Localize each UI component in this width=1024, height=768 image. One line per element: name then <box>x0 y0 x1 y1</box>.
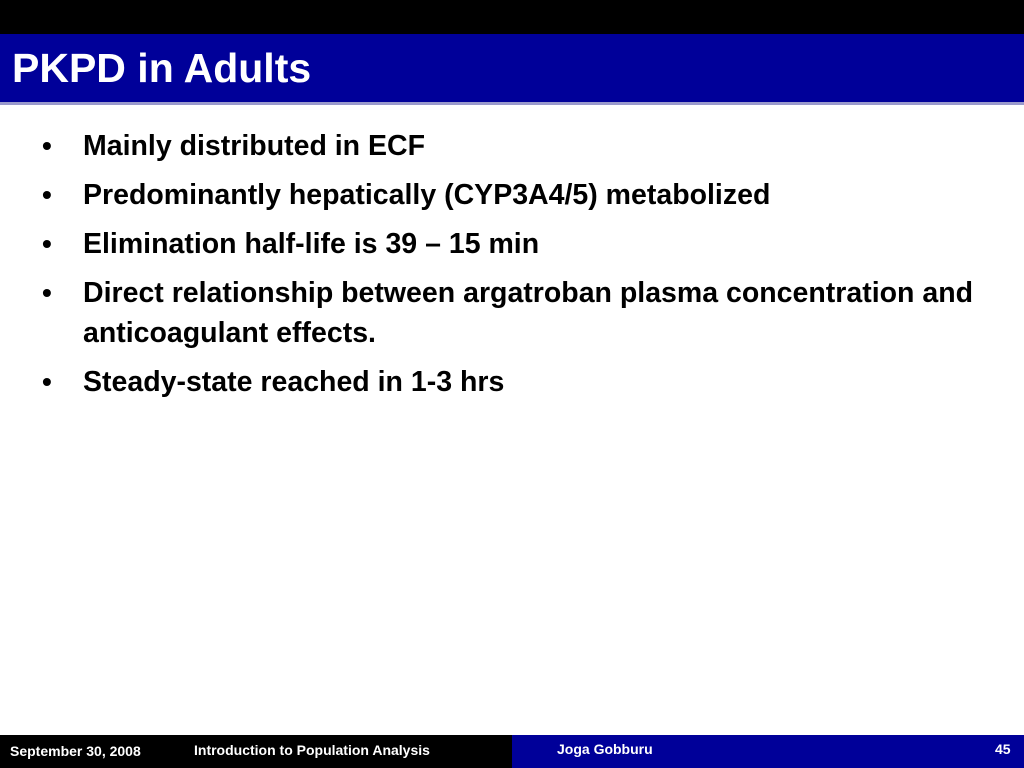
bullet-dot-icon: • <box>42 179 52 210</box>
title-band <box>0 34 1024 102</box>
bullet-item <box>40 362 980 402</box>
footer-page-number: 45 <box>995 741 1011 757</box>
footer-course-title: Introduction to Population Analysis <box>194 742 430 758</box>
bullet-text: Direct relationship between argatroban plasma concentration and anticoagulant effects. <box>83 277 974 349</box>
bullet-item <box>40 224 980 264</box>
bullet-dot-icon: • <box>42 228 52 259</box>
top-black-bar <box>0 0 1024 34</box>
bullet-text: Predominantly hepatically (CYP3A4/5) metabolized <box>83 179 771 211</box>
title-divider <box>0 102 1024 105</box>
bullet-dot-icon: • <box>42 366 52 397</box>
bullet-item <box>40 175 980 215</box>
footer-author: Joga Gobburu <box>557 741 653 757</box>
bullet-list <box>40 126 980 411</box>
bullet-item <box>40 126 980 166</box>
footer-bar <box>0 735 1024 768</box>
bullet-text: Elimination half-life is 39 – 15 min <box>83 228 540 260</box>
bullet-text: Mainly distributed in ECF <box>83 130 426 162</box>
footer-date: September 30, 2008 <box>10 743 141 759</box>
bullet-text: Steady-state reached in 1-3 hrs <box>83 366 505 398</box>
slide-title: PKPD in Adults <box>12 45 312 91</box>
bullet-item <box>40 273 980 353</box>
bullet-dot-icon: • <box>42 130 52 161</box>
bullet-dot-icon: • <box>42 277 52 308</box>
